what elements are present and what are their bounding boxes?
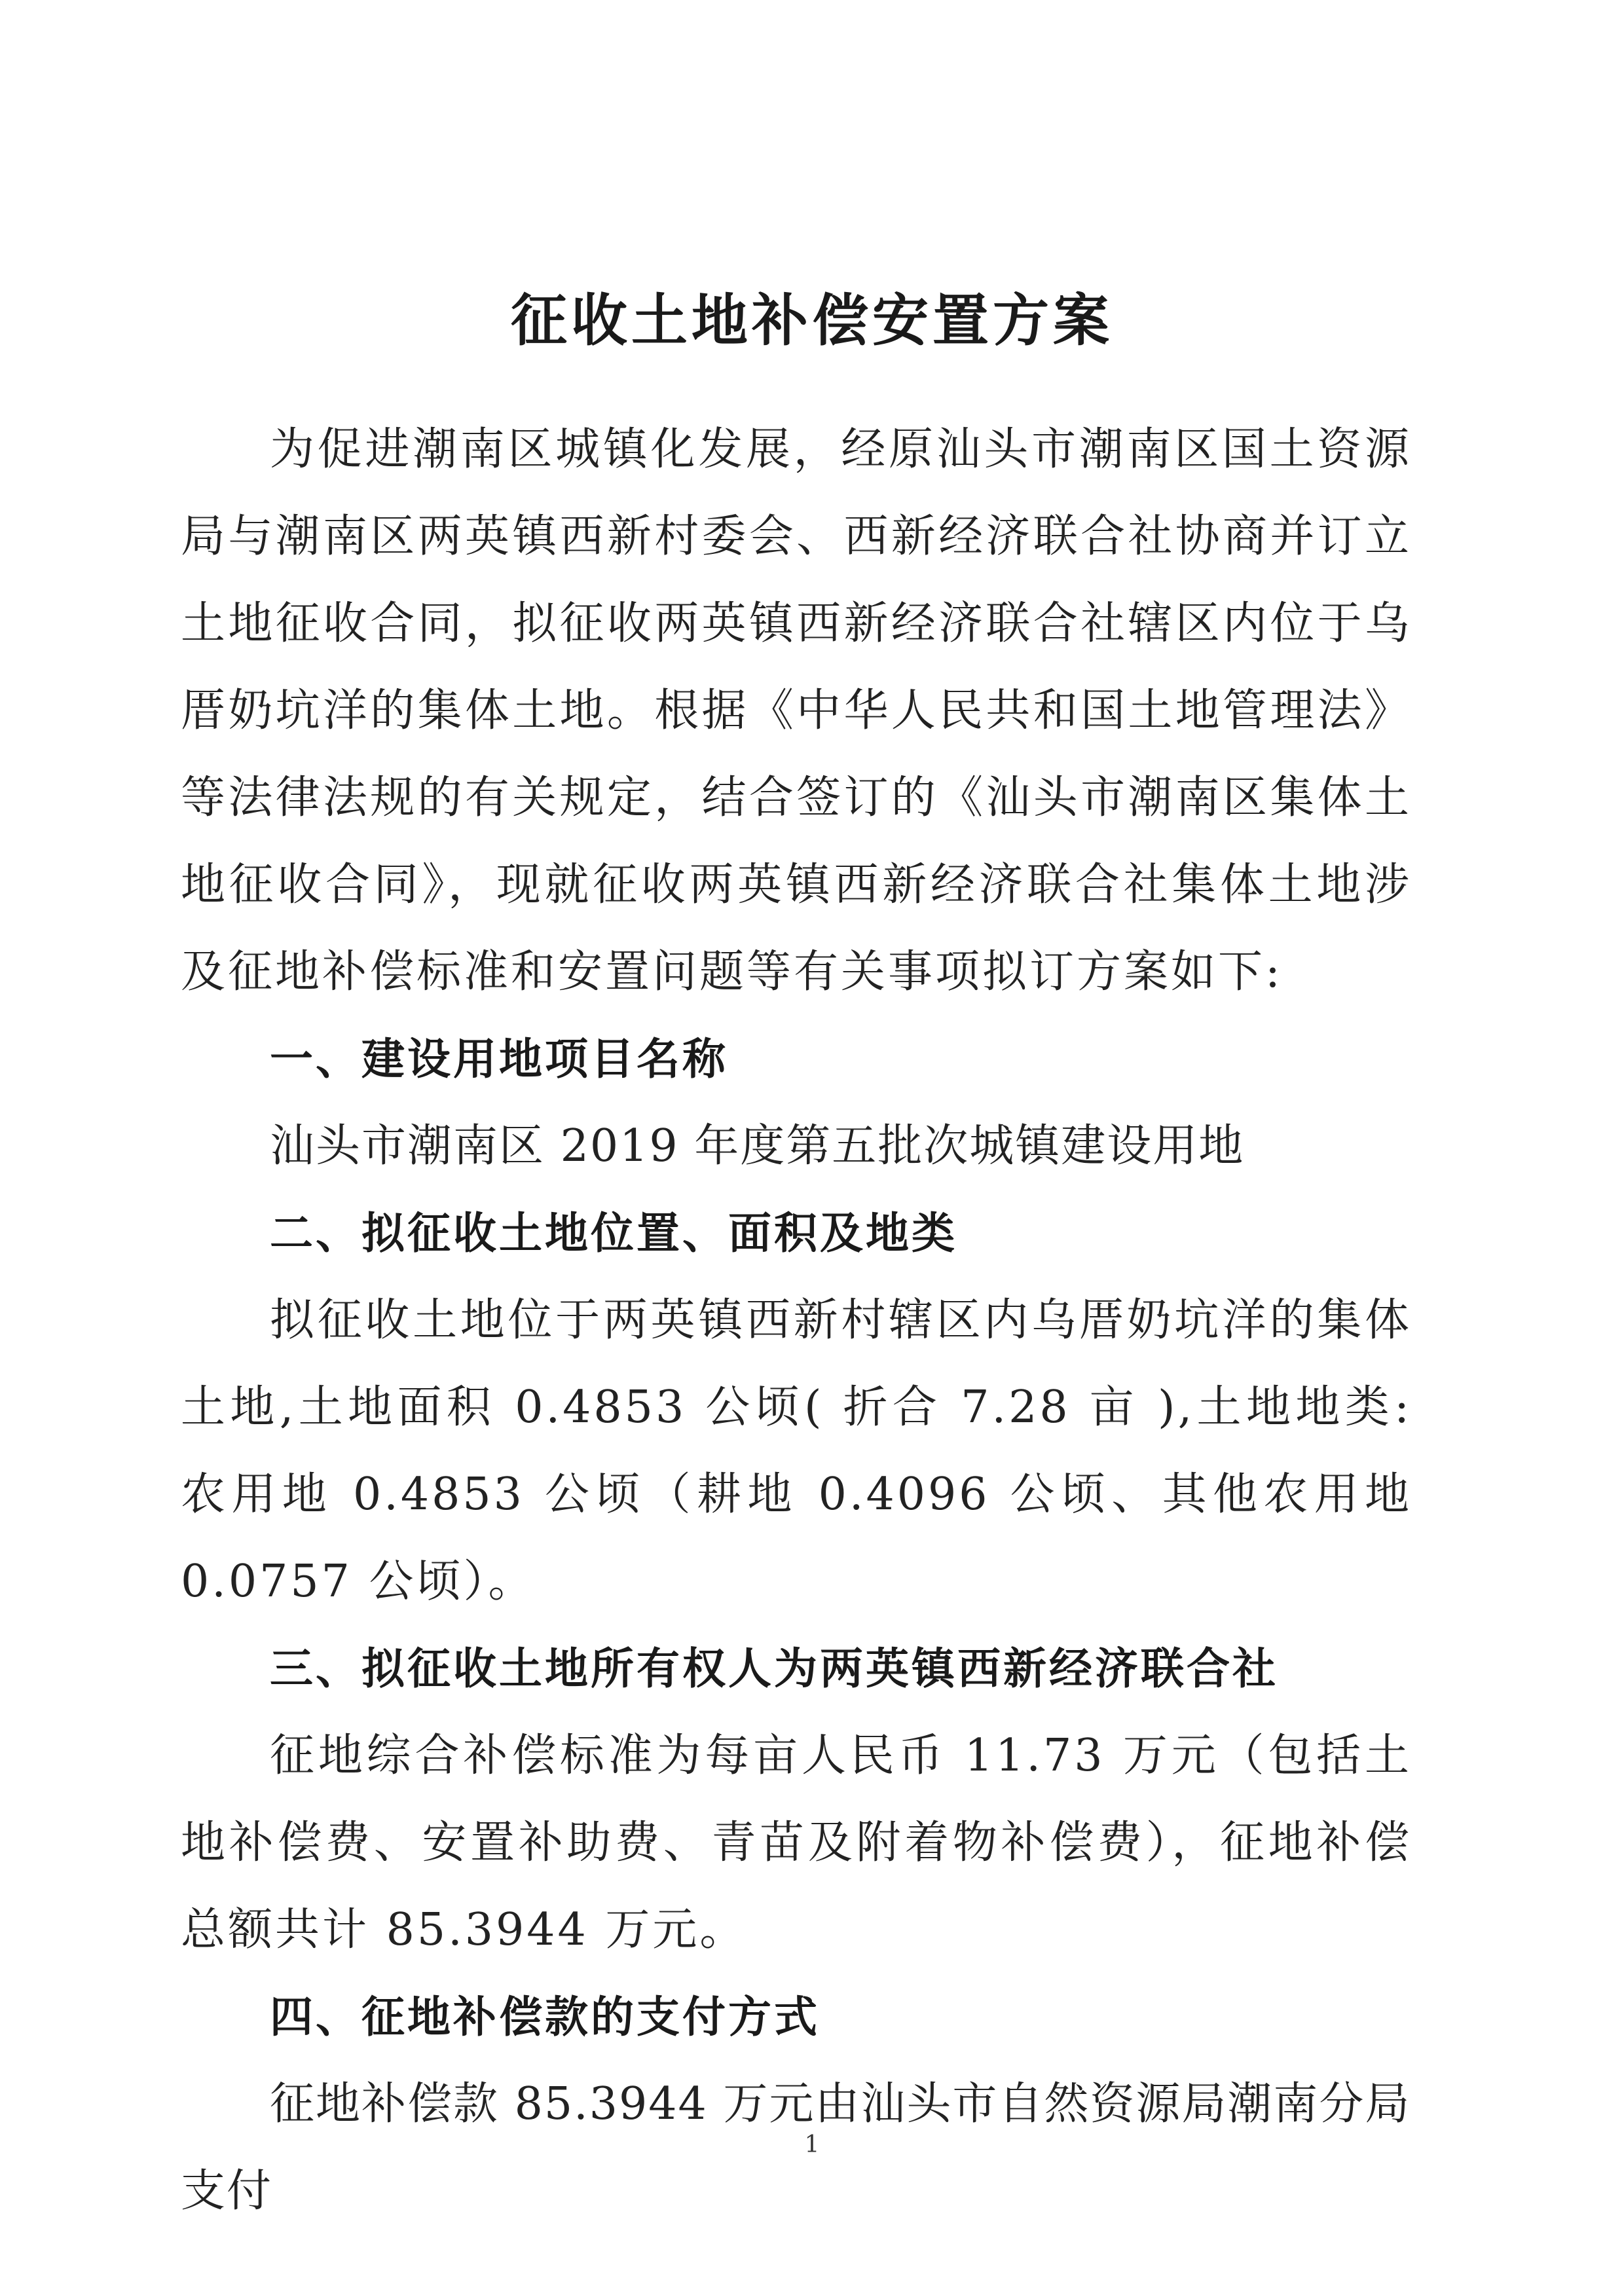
document-title: 征收土地补偿安置方案 (511, 288, 1113, 354)
page-number: 1 (804, 2131, 820, 2158)
section-3-text: 征地综合补偿标准为每亩人民币 11.73 万元（包括土地补偿费、安置补助费、青苗及附着物补偿费），征地补偿总额共计 85.3944 万元。 (181, 1730, 1412, 1956)
intro-paragraph: 为促进潮南区城镇化发展，经原汕头市潮南区国土资源局与潮南区两英镇西新村委会、西新经济联合社协商并订立土地征收合同，拟征收两英镇西新经济联合社辖区内位于乌厝奶坑洋的集体土地。根据《中华人民共和国土地管理法》等法律法规的有关规定，结合签订的《汕头市潮南区集体土地征收合同》，现就征收两英镇西新经济联合社集体土地涉及征地补偿标准和安置问题等有关事项拟订方案如下: (181, 424, 1412, 998)
section-4-text: 征地补偿款 85.3944 万元由汕头市自然资源局潮南分局支付 (181, 2078, 1411, 2217)
section-1-text: 汕头市潮南区 2019 年度第五批次城镇建设用地 (270, 1120, 1245, 1172)
document-body (181, 406, 1412, 2235)
section-4-heading: 四、征地补偿款的支付方式 (270, 1992, 820, 2042)
section-1-heading: 一、建设用地项目名称 (270, 1034, 728, 1084)
section-2-heading: 二、拟征收土地位置、面积及地类 (270, 1208, 957, 1258)
section-3-heading: 三、拟征收土地所有权人为两英镇西新经济联合社 (270, 1643, 1278, 1694)
section-2-text: 拟征收土地位于两英镇西新村辖区内乌厝奶坑洋的集体土地,土地面积 0.4853 公顷( 折合 7.28 亩 ),土地地类: 农用地 0.4853 公顷（耕地 0.4096 公顷、其他农用地 0.0757 公顷）。 (181, 1294, 1412, 1607)
